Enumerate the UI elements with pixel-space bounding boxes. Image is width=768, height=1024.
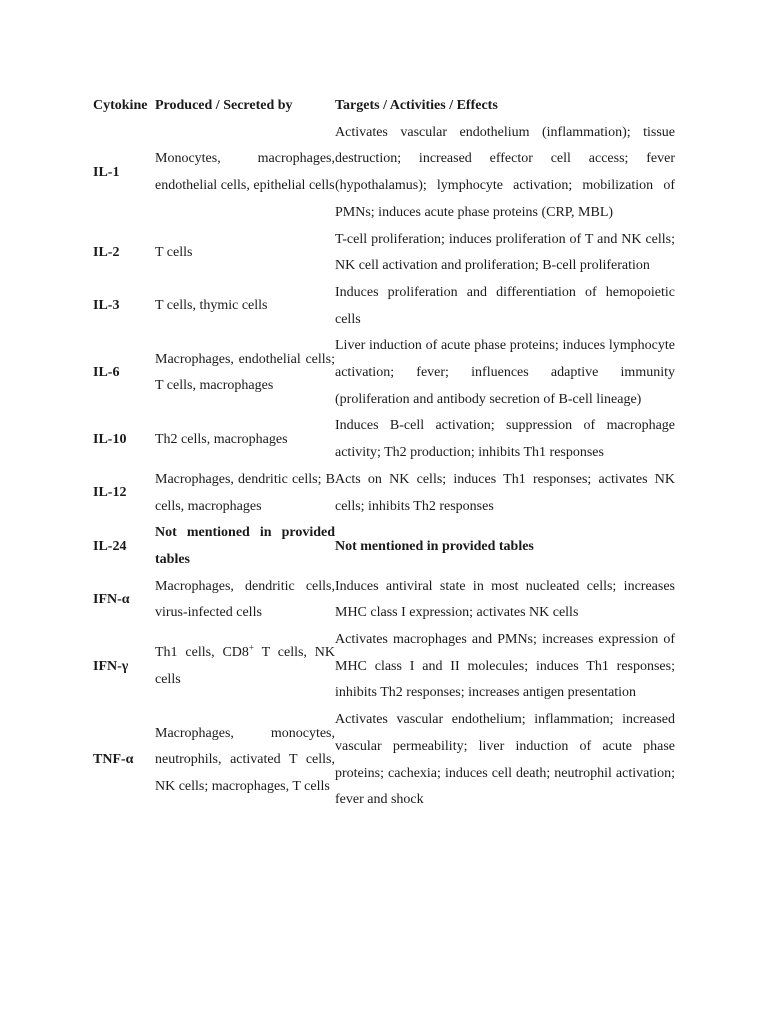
- table-row: [93, 627, 675, 707]
- header-cytokine: Cytokine: [93, 98, 148, 113]
- effects: Induces B-cell activation; suppression of macrophage activity; Th2 production; inhibits Th1 responses: [335, 418, 675, 461]
- produced-by: T cells, thymic cells: [155, 298, 268, 314]
- table-row: [93, 413, 675, 466]
- produced-by: Macrophages, monocytes, neutrophils, activated T cells, NK cells; macrophages, T cells: [155, 725, 335, 794]
- cytokine-name: IL-12: [93, 485, 127, 501]
- produced-by: Macrophages, endothelial cells; T cells, macrophages: [155, 351, 335, 394]
- cytokine-name: IL-1: [93, 164, 120, 180]
- produced-by: Th2 cells, macrophages: [155, 431, 288, 447]
- effects: Induces proliferation and differentiation of hemopoietic cells: [335, 284, 675, 327]
- produced-by: Macrophages, dendritic cells; B cells, macrophages: [155, 471, 335, 514]
- effects: Acts on NK cells; induces Th1 responses; activates NK cells; inhibits Th2 responses: [335, 471, 675, 514]
- header-targets: Targets / Activities / Effects: [335, 98, 498, 113]
- table-row: [93, 227, 675, 280]
- produced-by: [155, 627, 335, 707]
- produced-by: Macrophages, dendritic cells, virus-infected cells: [155, 578, 335, 621]
- superscript-plus: +: [248, 642, 254, 653]
- produced-by-part: Th1 cells, CD8: [155, 645, 249, 661]
- cytokine-name: IL-3: [93, 298, 120, 314]
- produced-by: Monocytes, macrophages, endothelial cells, epithelial cells: [155, 151, 335, 194]
- table-header-row: [93, 93, 675, 120]
- effects: Induces antiviral state in most nucleated cells; increases MHC class I expression; activates NK cells: [335, 578, 675, 621]
- table-row: [93, 280, 675, 333]
- table-row: [93, 574, 675, 627]
- cytokine-name: IL-24: [93, 538, 127, 554]
- cytokine-name: IL-2: [93, 244, 120, 260]
- table-row: [93, 520, 675, 573]
- effects: Not mentioned in provided tables: [335, 538, 534, 554]
- effects: T-cell proliferation; induces proliferation of T and NK cells; NK cell activation and proliferation; B-cell proliferation: [335, 231, 675, 274]
- cytokine-name: IL-6: [93, 365, 120, 381]
- table-row: [93, 467, 675, 520]
- effects: Liver induction of acute phase proteins; induces lymphocyte activation; fever; influences adaptive immunity (proliferation and antibody secretion of B-cell lineage): [335, 338, 675, 407]
- produced-by: Not mentioned in provided tables: [155, 525, 335, 567]
- produced-by-part: T cells, NK cells: [155, 645, 336, 688]
- cytokine-name: IFN-γ: [93, 658, 129, 674]
- cytokine-table: [93, 93, 675, 814]
- effects: Activates vascular endothelium (inflammation); tissue destruction; increased effector cell access; fever (hypothalamus); lymphocyte activation; mobilization of PMNs; induces acute phase proteins (CRP, MBL): [335, 124, 675, 220]
- cytokine-name: TNF-α: [93, 752, 134, 768]
- effects: Activates vascular endothelium; inflammation; increased vascular permeability; liver induction of acute phase proteins; cachexia; induces cell death; neutrophil activation; fever and shock: [335, 712, 675, 808]
- table-row: [93, 120, 675, 227]
- effects: Activates macrophages and PMNs; increases expression of MHC class I and II molecules; induces Th1 responses; inhibits Th2 responses; increases antigen presentation: [335, 632, 675, 701]
- table-row: [93, 333, 675, 413]
- cytokine-name: IL-10: [93, 431, 127, 447]
- table-row: [93, 707, 675, 814]
- cytokine-name: IFN-α: [93, 592, 130, 607]
- produced-by: T cells: [155, 244, 193, 260]
- header-produced: Produced / Secreted by: [155, 98, 293, 113]
